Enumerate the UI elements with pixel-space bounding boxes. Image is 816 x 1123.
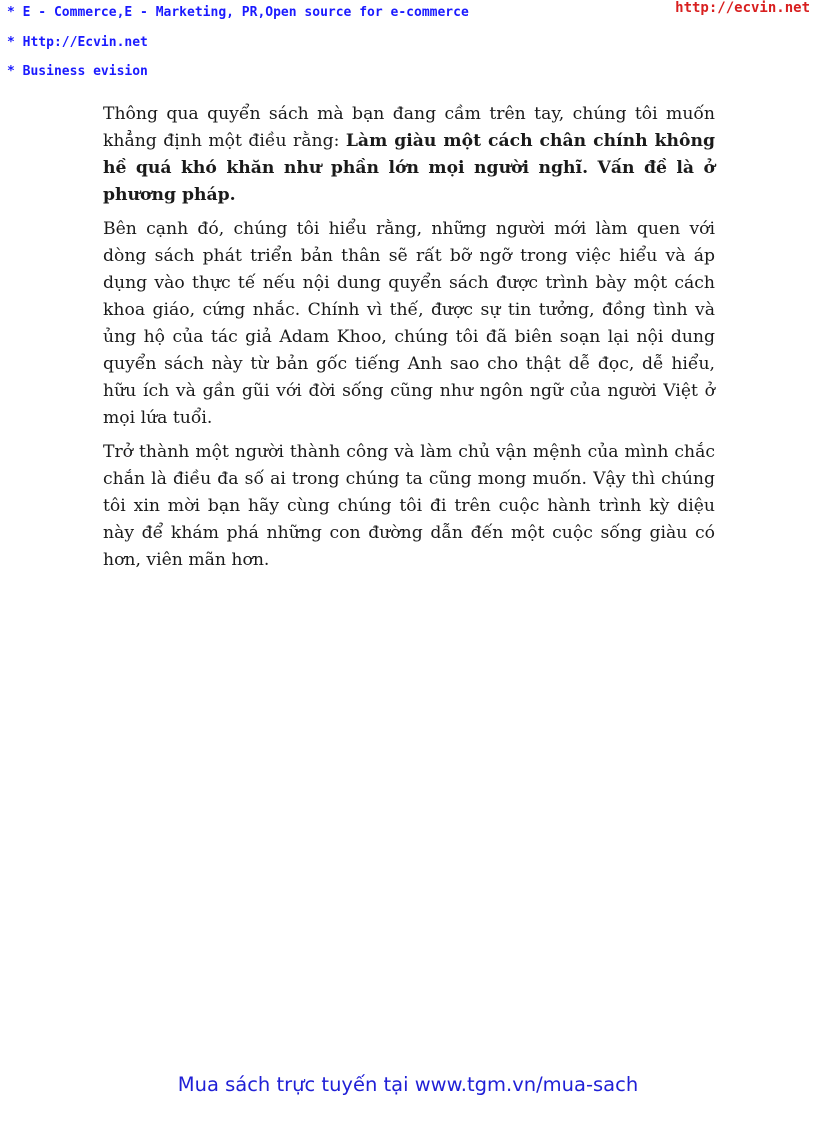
header-line-website: * Http://Ecvin.net	[7, 35, 148, 50]
header-url-link[interactable]: http://ecvin.net	[675, 0, 810, 16]
paragraph-invitation: Trở thành một người thành công và làm chủ vận mệnh của mình chắc chắn là điều đa số ai trong chúng ta cũng mong muốn. Vậy thì chúng tôi xin mời bạn hãy cùng chúng tôi đi trên cuộc hành trình kỳ diệu này để khám phá những con đường dẫn đến một cuộc sống giàu có hơn, viên mãn hơn.	[103, 442, 715, 570]
paragraph-intro-text: Thông qua quyển sách mà bạn đang cầm trên tay, chúng tôi muốn khẳng định một điều rằng:	[103, 104, 715, 151]
footer-purchase-link[interactable]: Mua sách trực tuyến tại www.tgm.vn/mua-sach	[177, 1073, 639, 1096]
document-body	[103, 101, 715, 581]
header-line-ecommerce: * E - Commerce,E - Marketing, PR,Open source for e-commerce	[7, 5, 469, 20]
header-line-business: * Business evision	[7, 64, 148, 79]
paragraph-intro-bold: Làm giàu một cách chân chính không hề quá khó khăn như phần lớn mọi người nghĩ. Vấn đề là ở phương pháp.	[103, 131, 716, 205]
paragraph-context: Bên cạnh đó, chúng tôi hiểu rằng, những người mới làm quen với dòng sách phát triển bản thân sẽ rất bỡ ngỡ trong việc hiểu và áp dụng vào thực tế nếu nội dung quyển sách được trình bày một cách khoa giáo, cứng nhắc. Chính vì thế, được sự tin tưởng, đồng tình và ủng hộ của tác giả Adam Khoo, chúng tôi đã biên soạn lại nội dung quyển sách này từ bản gốc tiếng Anh sao cho thật dễ đọc, dễ hiểu, hữu ích và gần gũi với đời sống cũng như ngôn ngữ của người Việt ở mọi lứa tuổi.	[103, 219, 715, 428]
paragraph-intro	[103, 101, 715, 209]
